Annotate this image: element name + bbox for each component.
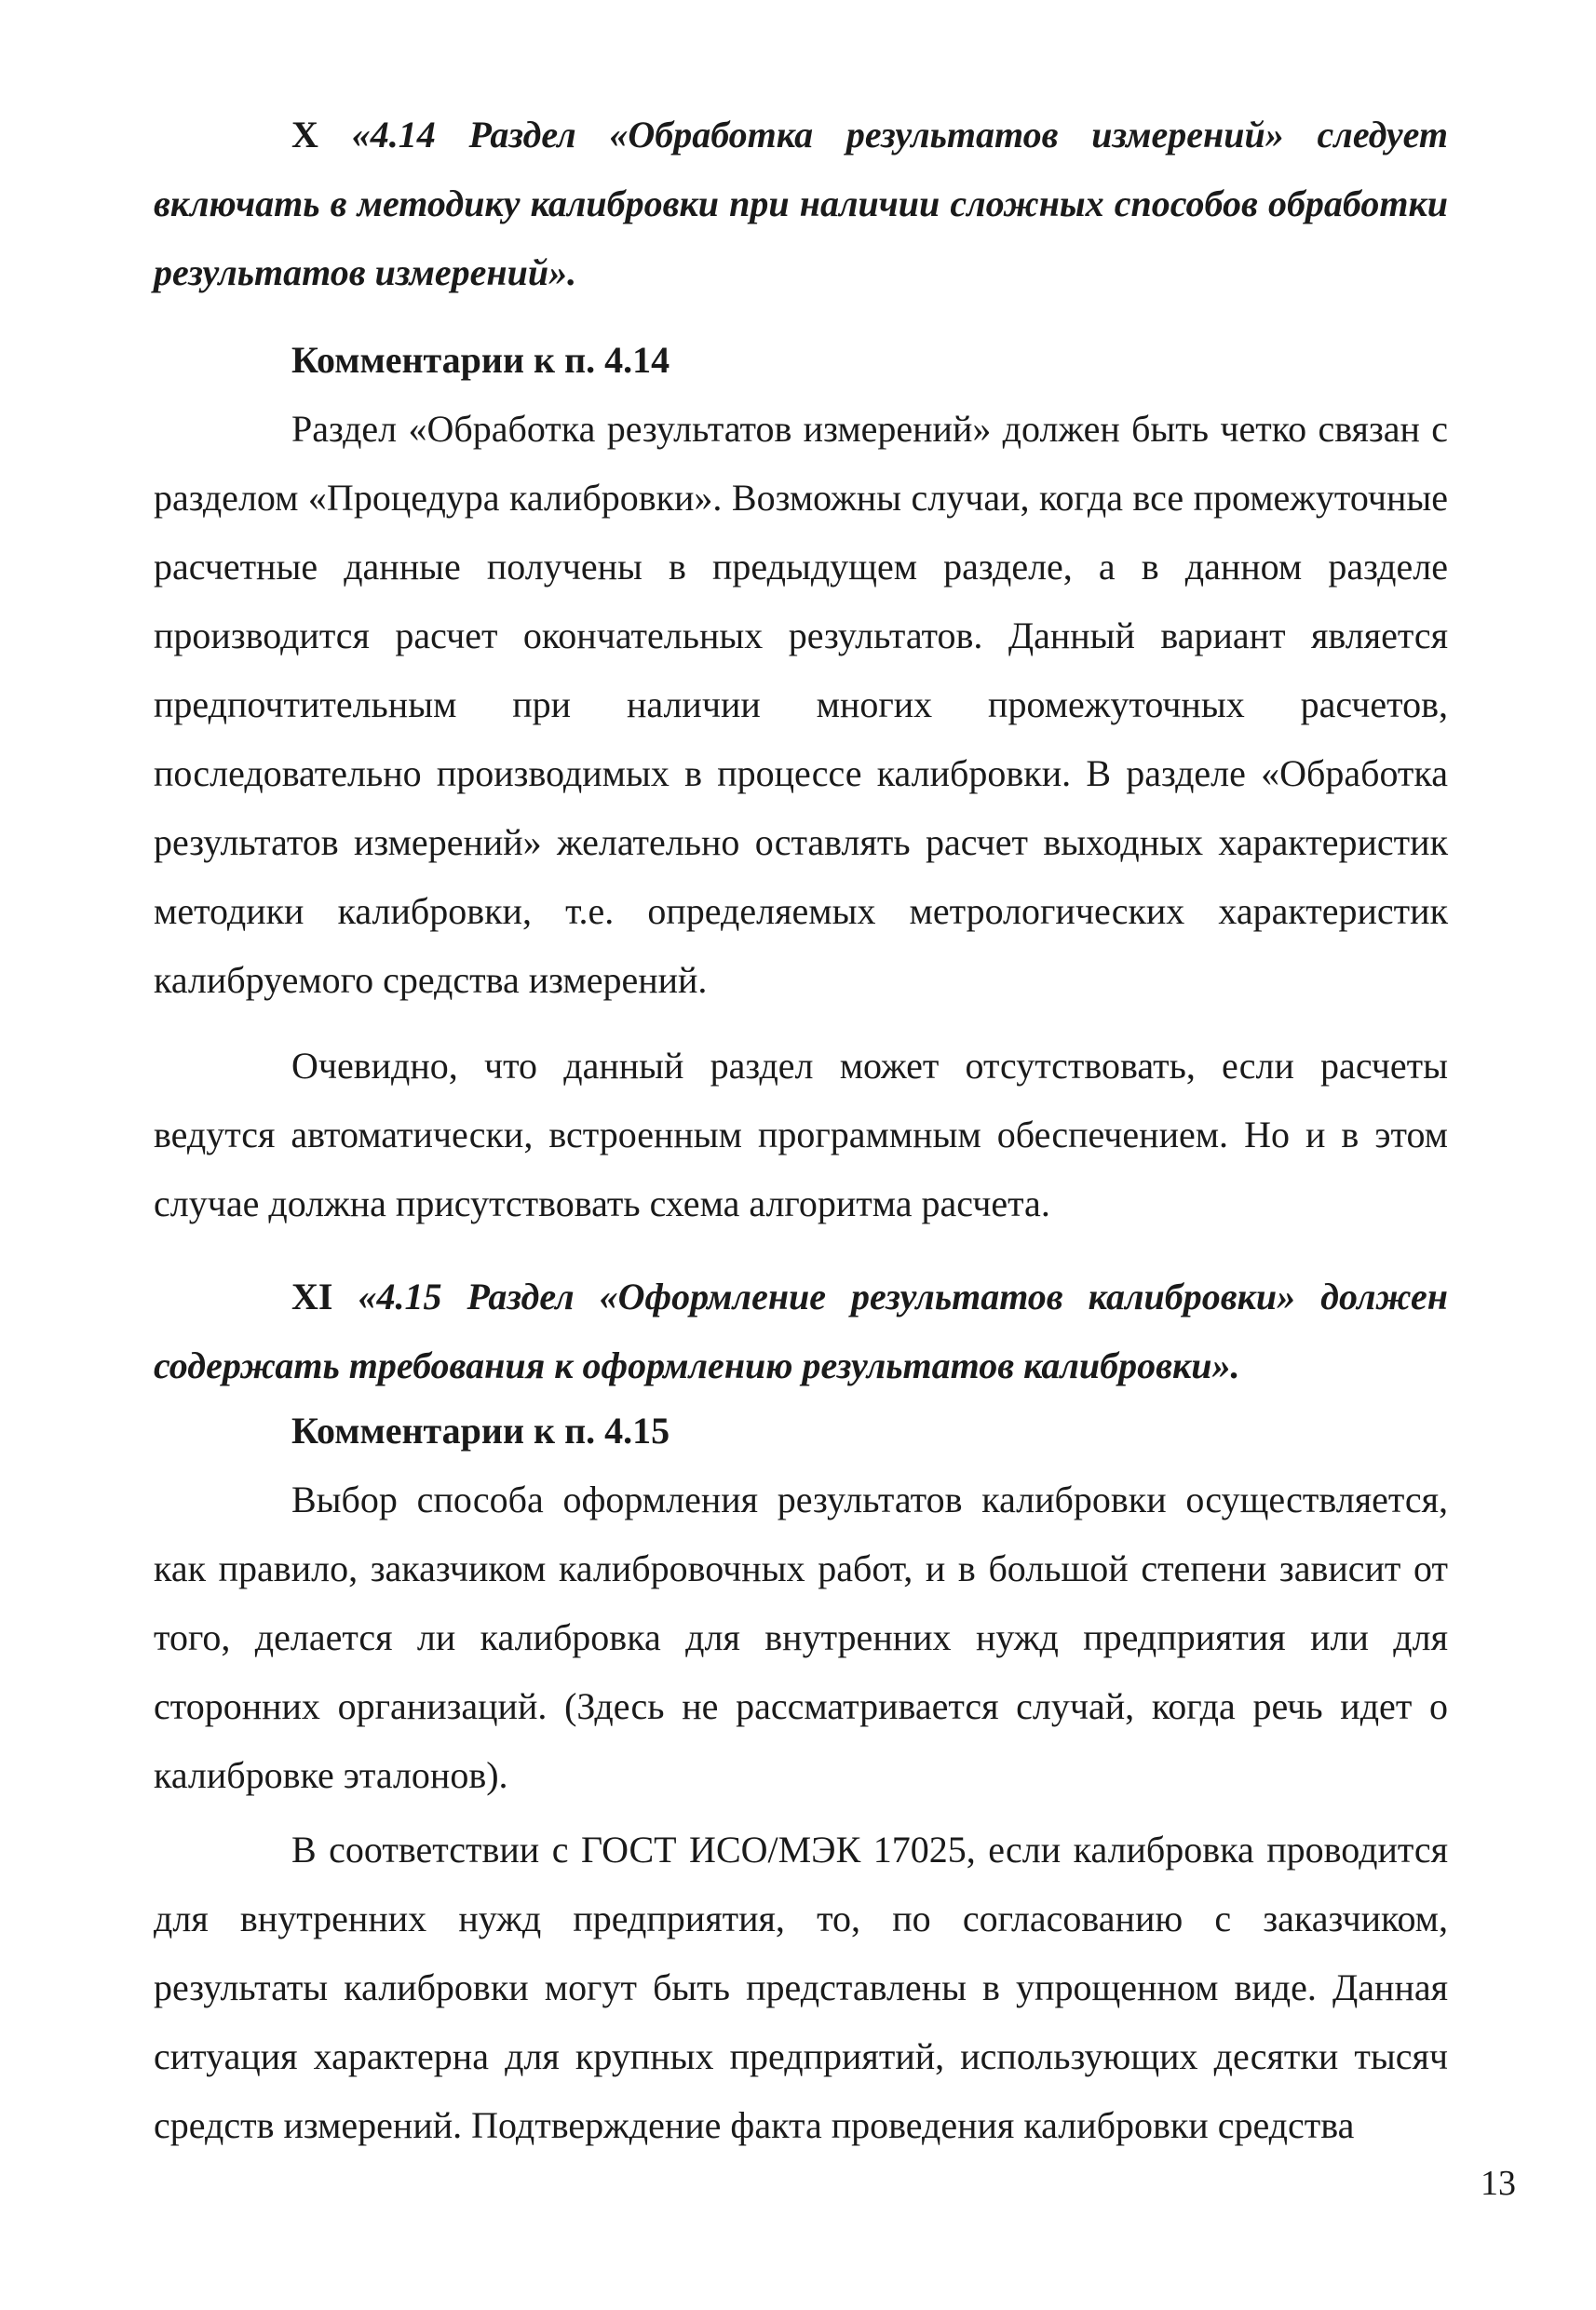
clause-text-4-15: «4.15 Раздел «Оформление результатов калибровки» должен содержать требования к оформлению результатов калибровки». <box>154 1276 1448 1386</box>
comment-heading-4-15: Комментарии к п. 4.15 <box>291 1410 670 1452</box>
comment-heading-4-14: Комментарии к п. 4.14 <box>291 339 670 381</box>
page-number: 13 <box>1481 2164 1516 2203</box>
comment-4-14-paragraph-1 <box>154 395 1448 1015</box>
comment-4-14-paragraph-2 <box>154 1032 1448 1238</box>
paragraph-text: Очевидно, что данный раздел может отсутствовать, если расчеты ведутся автоматически, встроенным программным обеспечением. Но и в этом случае должна присутствовать схема алгоритма расчета. <box>154 1045 1448 1224</box>
paragraph-text: Выбор способа оформления результатов калибровки осуществляется, как правило, заказчиком калибровочных работ, и в большой степени зависит от того, делается ли калибровка для внутренних нужд предприятия или для сторонних организаций. (Здесь не рассматривается случай, когда речь идет о калибровке эталонов). <box>154 1479 1448 1796</box>
paragraph-text: В соответствии с ГОСТ ИСО/МЭК 17025, если калибровка проводится для внутренних нужд предприятия, то, по согласованию с заказчиком, результаты калибровки могут быть представлены в упрощенном виде. Данная ситуация характерна для крупных предприятий, использующих десятки тысяч средств измерений. Подтверждение факта проведения калибровки средства <box>154 1829 1448 2146</box>
clause-text-4-14: «4.14 Раздел «Обработка результатов измерений» следует включать в методику калибровки при наличии сложных способов обработки результатов измерений». <box>154 114 1448 293</box>
comment-4-15-paragraph-2 <box>154 1816 1448 2160</box>
paragraph-text: Раздел «Обработка результатов измерений» должен быть четко связан с разделом «Процедура калибровки». Возможны случаи, когда все промежуточные расчетные данные получены в предыдущем разделе, а в данном разделе производится расчет окончательных результатов. Данный вариант является предпочтительным при наличии многих промежуточных расчетов, последовательно производимых в процессе калибровки. В разделе «Обработка результатов измерений» желательно оставлять расчет выходных характеристик методики калибровки, т.е. определяемых метрологических характеристик калибруемого средства измерений. <box>154 408 1448 1001</box>
comment-4-15-paragraph-1 <box>154 1466 1448 1810</box>
clause-4-15 <box>154 1263 1448 1400</box>
clause-4-14 <box>154 101 1448 307</box>
section-number-x: X <box>291 114 318 155</box>
section-number-xi: XI <box>291 1276 333 1317</box>
